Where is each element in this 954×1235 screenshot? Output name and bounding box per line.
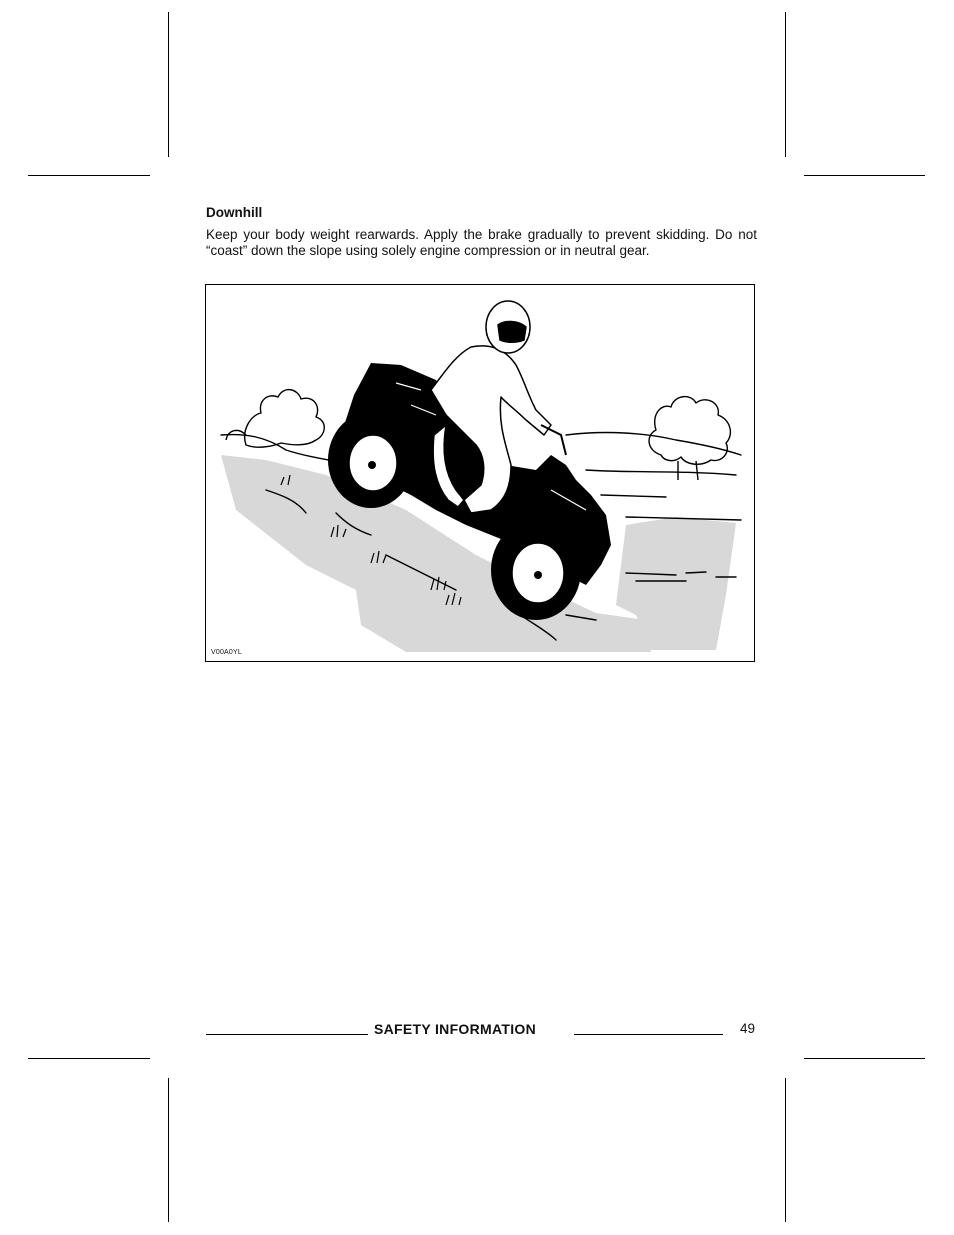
crop-mark-bottom-right-horizontal bbox=[804, 1058, 925, 1059]
footer-rule-right bbox=[574, 1034, 723, 1035]
section-heading: Downhill bbox=[206, 205, 263, 220]
crop-mark-top-left-horizontal bbox=[28, 175, 150, 176]
illustration-drawing bbox=[206, 285, 755, 662]
figure-code-label: V00A0YL bbox=[211, 649, 242, 656]
rear-wheel bbox=[328, 412, 414, 508]
section-body-text: Keep your body weight rearwards. Apply the brake gradually to prevent skidding. Do not “coast” down the slope using solely engine compression or in neutral gear. bbox=[206, 227, 757, 258]
atv-downhill-illustration bbox=[205, 284, 755, 662]
crop-mark-bottom-left-horizontal bbox=[28, 1058, 150, 1059]
crop-mark-top-right-vertical bbox=[785, 12, 786, 157]
footer-section-title: SAFETY INFORMATION bbox=[374, 1021, 536, 1037]
footer-rule-left bbox=[206, 1034, 368, 1035]
crop-mark-bottom-left-vertical bbox=[168, 1078, 169, 1222]
crop-mark-bottom-right-vertical bbox=[785, 1078, 786, 1222]
crop-mark-top-left-vertical bbox=[168, 12, 169, 157]
page-number: 49 bbox=[740, 1021, 756, 1036]
crop-mark-top-right-horizontal bbox=[804, 175, 925, 176]
front-wheel bbox=[491, 520, 581, 620]
